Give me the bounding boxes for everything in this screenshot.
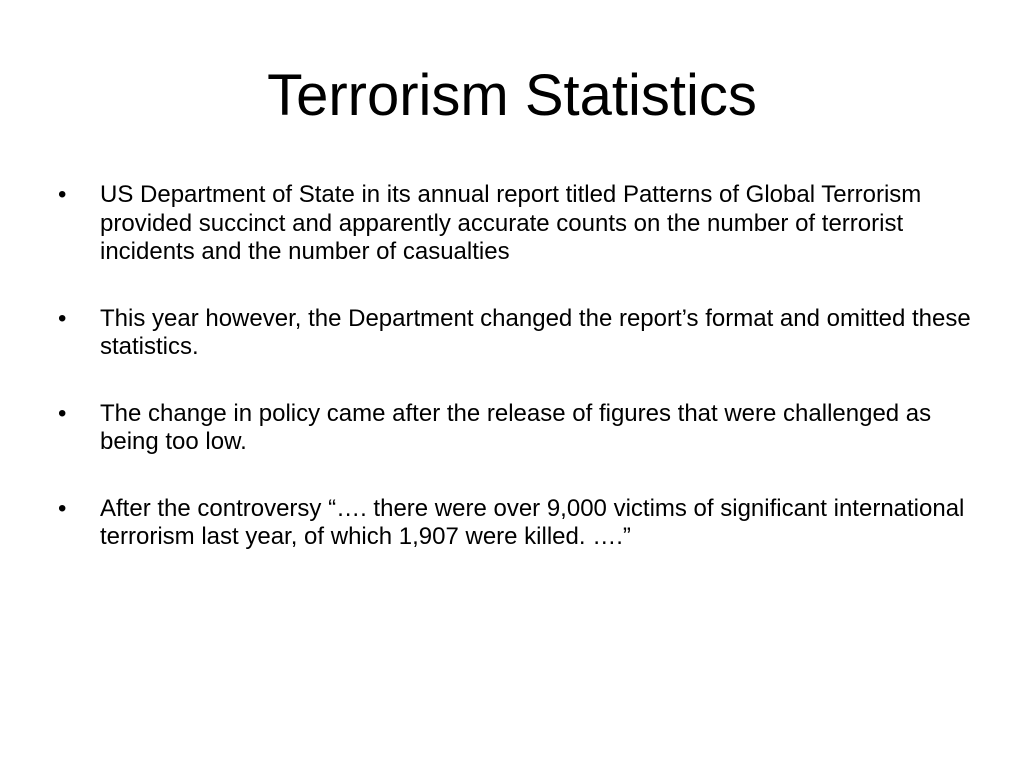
bullet-item [58,305,978,362]
slide-title: Terrorism Statistics [267,63,757,128]
bullet-text: This year however, the Department changed the report’s format and omitted these statistics. [100,304,971,360]
bullet-marker: • [58,304,67,332]
bullet-text: After the controversy “…. there were over 9,000 victims of significant international terrorism last year, of which 1,907 were killed. ….” [100,494,965,550]
bullet-marker: • [58,399,67,427]
bullet-list [58,181,978,590]
bullet-text: The change in policy came after the release of figures that were challenged as being too low. [100,399,932,455]
bullet-item [58,400,978,457]
bullet-item [58,495,978,552]
bullet-marker: • [58,181,67,208]
bullet-text: US Department of State in its annual report titled Patterns of Global Terrorism provided succinct and apparently accurate counts on the number of terrorist incidents and the number of casualties [100,181,922,265]
bullet-marker: • [58,494,67,522]
bullet-item [58,181,978,267]
